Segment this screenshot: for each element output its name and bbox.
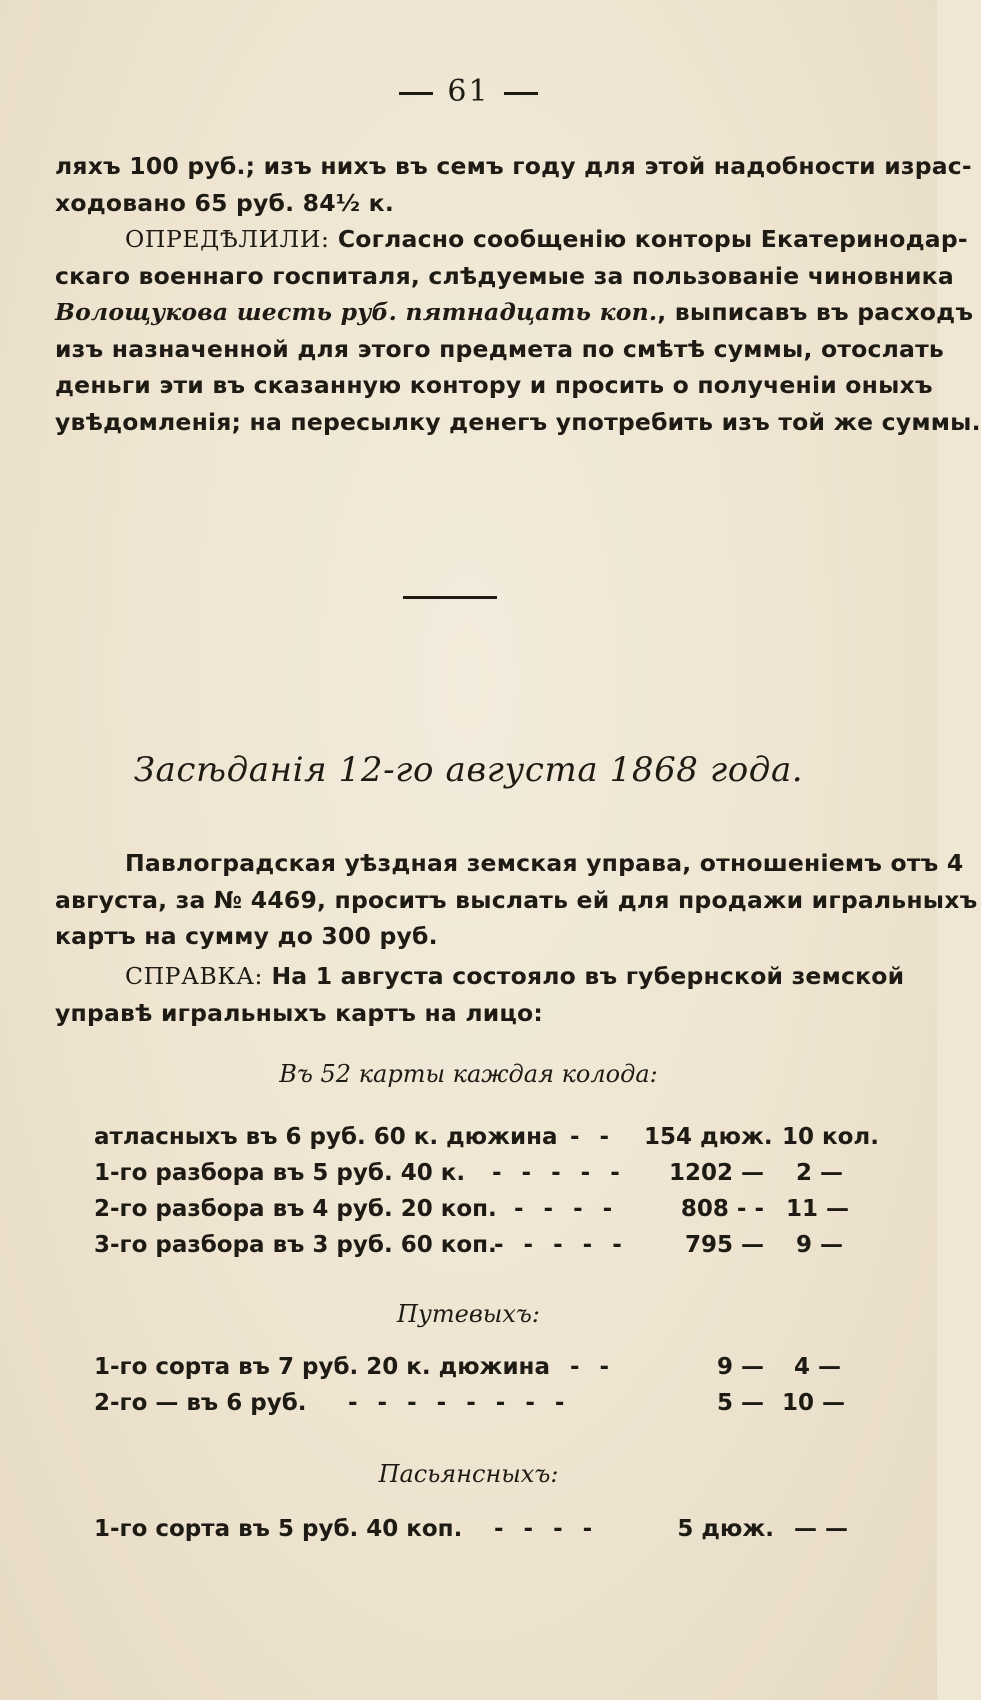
- row-remainder: 4 —: [794, 1354, 842, 1380]
- row-remainder: 2 —: [796, 1160, 844, 1186]
- row-description: 1-го разбора въ 5 руб. 40 к.: [94, 1160, 466, 1186]
- table-row: [94, 1196, 874, 1234]
- table-row: [94, 1354, 874, 1392]
- row-quantity: 9 —: [716, 1354, 764, 1380]
- row-remainder: 10 кол.: [782, 1124, 880, 1150]
- row-description: атласныхъ въ 6 руб. 60 к. дюжина: [94, 1124, 558, 1150]
- row-quantity: 154 дюж.: [644, 1124, 773, 1150]
- row-quantity: 808 - -: [680, 1196, 764, 1222]
- paragraph-line: Павлоградская уѣздная земская управа, отношеніемъ отъ 4: [125, 849, 964, 877]
- row-dots: - -: [570, 1354, 616, 1380]
- row-dots: - - - - -: [494, 1232, 628, 1258]
- resolution-label: ОПРЕДѢЛИЛИ:: [125, 225, 330, 253]
- section-title: Засѣданія 12-го августа 1868 года.: [133, 750, 804, 790]
- row-description: 2-го разбора въ 4 руб. 20 коп.: [94, 1196, 497, 1222]
- table-row: [94, 1390, 874, 1428]
- row-dots: - - - -: [494, 1516, 599, 1542]
- row-remainder: 9 —: [796, 1232, 844, 1258]
- row-dots: - - - - -: [492, 1160, 626, 1186]
- reference-text: На 1 августа состояло въ губернской земской: [263, 962, 905, 990]
- row-description: 1-го сорта въ 7 руб. 20 к. дюжина: [94, 1354, 550, 1380]
- paragraph-line: изъ назначенной для этого предмета по смѣтѣ суммы, отослать: [55, 334, 944, 363]
- paragraph-line: деньги эти въ сказанную контору и просить о полученіи оныхъ: [55, 371, 933, 399]
- page-number: 61: [447, 74, 490, 109]
- paragraph-line: августа, за № 4469, проситъ выслать ей для продажи игральныхъ: [55, 885, 978, 914]
- table-row: [94, 1232, 874, 1270]
- top-paragraph: [55, 148, 972, 221]
- row-dots: - - - - - - - -: [348, 1390, 571, 1416]
- resolution-text: , выписавъ въ расходъ: [657, 298, 974, 326]
- row-remainder: 11 —: [786, 1196, 850, 1222]
- table-row: [94, 1124, 880, 1162]
- resolution-text: Согласно сообщенію конторы Екатеринодар-: [329, 225, 968, 253]
- group-heading: Пасьянсныхъ:: [378, 1460, 559, 1488]
- table-row: [94, 1516, 874, 1554]
- row-quantity: 5 дюж.: [677, 1516, 774, 1542]
- show-through-text: [80, 490, 840, 790]
- paragraph-line: ляхъ 100 руб.; изъ нихъ въ семъ году для этой надобности израс-: [55, 152, 972, 180]
- reference-label: СПРАВКА:: [125, 962, 264, 990]
- table-row: [94, 1160, 874, 1198]
- petition-paragraph: [55, 845, 978, 955]
- row-dots: - - - -: [514, 1196, 619, 1222]
- row-quantity: 795 —: [684, 1232, 764, 1258]
- row-quantity: 1202 —: [668, 1160, 764, 1186]
- row-quantity: 5 —: [716, 1390, 764, 1416]
- page-header: [0, 74, 937, 109]
- paragraph-line: управѣ игральныхъ картъ на лицо:: [55, 998, 543, 1027]
- paragraph-line: скаго военнаго госпиталя, слѣдуемые за пользованіе чиновника: [55, 261, 954, 290]
- resolution-paragraph: [55, 221, 981, 440]
- row-description: 3-го разбора въ 3 руб. 60 коп.: [94, 1232, 497, 1258]
- section-divider: [403, 596, 497, 599]
- header-dash-right: [504, 92, 538, 95]
- header-dash-left: [399, 92, 433, 95]
- paragraph-line: увѣдомленія; на пересылку денегъ употребить изъ той же суммы.: [55, 407, 981, 436]
- paragraph-line: ходовано 65 руб. 84½ к.: [55, 188, 394, 217]
- row-dots: - -: [570, 1124, 616, 1150]
- reference-paragraph: [55, 958, 905, 1031]
- group-heading: Въ 52 карты каждая колода:: [279, 1060, 658, 1088]
- row-description: 2-го — въ 6 руб.: [94, 1390, 307, 1416]
- resolution-italic: Волощукова шесть руб. пятнадцать коп.: [55, 298, 658, 326]
- row-remainder: — —: [794, 1516, 849, 1542]
- row-remainder: 10 —: [782, 1390, 846, 1416]
- paragraph-line: картъ на сумму до 300 руб.: [55, 922, 438, 950]
- row-description: 1-го сорта въ 5 руб. 40 коп.: [94, 1516, 463, 1542]
- group-heading: Путевыхъ:: [397, 1300, 540, 1328]
